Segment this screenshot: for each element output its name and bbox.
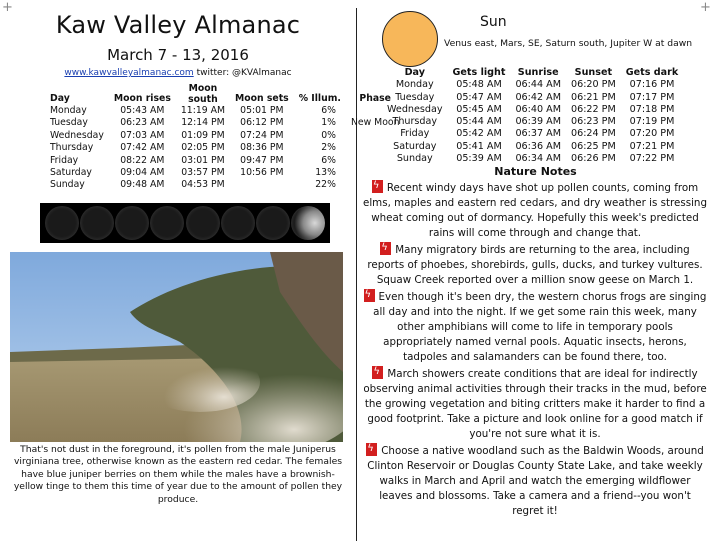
sun-col-gets-dark: Gets dark <box>625 67 679 78</box>
date-range: March 7 - 13, 2016 <box>107 46 249 64</box>
web-line <box>0 68 356 78</box>
moon-day: Saturday <box>50 167 92 179</box>
moon-phase-icon <box>186 206 220 240</box>
nature-note <box>362 180 708 241</box>
moon-rise: 09:48 AM <box>120 179 165 191</box>
photo-caption: That's not dust in the foreground, it's pollen from the male Juniperus virginiana tree, otherwise known as the eastern red cedar. The females have blue juniper berries on them while the males have a brownish-yellow tinge to them this time of year due to the amount of pollen they produce. <box>13 444 343 505</box>
moon-phase-icon <box>256 206 290 240</box>
sun-title: Sun <box>480 14 507 30</box>
moon-col-rises: Moon rises <box>113 92 171 104</box>
moon-rise: 06:23 AM <box>120 117 165 129</box>
moon-set: 07:24 PM <box>240 129 284 141</box>
sun-sunrise: 06:34 AM <box>515 153 561 165</box>
moon-south: 03:01 PM <box>181 154 225 166</box>
sun-sunrise: 06:36 AM <box>515 140 561 152</box>
moon-row <box>50 130 404 142</box>
moon-row <box>50 142 404 154</box>
nature-notes <box>362 180 708 520</box>
sun-day: Thursday <box>392 116 438 128</box>
sun-gets-dark: 07:19 PM <box>629 116 675 128</box>
nature-note <box>362 242 708 288</box>
lightning-bullet-icon <box>364 289 375 302</box>
sun-day: Wednesday <box>387 103 443 115</box>
sun-table-header <box>382 67 683 79</box>
moon-col-south: Moon south <box>188 83 218 105</box>
moon-day: Friday <box>50 154 79 166</box>
sun-row <box>382 104 683 116</box>
moon-phase-icon <box>45 206 79 240</box>
twitter-handle: twitter: @KVAlmanac <box>196 68 292 78</box>
moon-south: 03:57 PM <box>181 167 225 179</box>
sun-table <box>382 67 683 165</box>
sun-day: Sunday <box>396 153 433 165</box>
moon-phase-strip <box>40 203 330 243</box>
sun-sunset: 06:24 PM <box>570 128 616 140</box>
sun-sunset: 06:22 PM <box>570 103 616 115</box>
sun-sunset: 06:26 PM <box>570 153 616 165</box>
moon-col-illum: % Illum. <box>298 92 341 104</box>
moon-row <box>50 105 404 117</box>
moon-south: 11:19 AM <box>180 105 225 116</box>
moon-day: Sunday <box>50 179 85 191</box>
sun-gets-light: 05:45 AM <box>456 103 502 115</box>
crop-mark-top-left: + <box>2 0 13 15</box>
sun-col-sunset: Sunset <box>574 67 613 78</box>
moon-illum: 0% <box>321 129 336 141</box>
nature-note <box>362 443 708 519</box>
sun-icon <box>382 11 438 67</box>
moon-col-phase: Phase <box>359 92 391 104</box>
moon-south: 12:14 PM <box>181 117 225 129</box>
sun-sunrise: 06:37 AM <box>515 128 561 140</box>
sun-gets-light: 05:44 AM <box>456 116 502 128</box>
moon-phase-icon <box>221 206 255 240</box>
moon-row <box>50 179 404 191</box>
sun-gets-light: 05:48 AM <box>456 79 502 91</box>
moon-rise: 05:43 AM <box>120 105 165 116</box>
sun-sunset: 06:20 PM <box>570 79 616 91</box>
moon-set: 06:12 PM <box>240 117 284 129</box>
sun-day: Monday <box>395 79 434 91</box>
sun-col-day: Day <box>404 67 425 78</box>
sun-gets-dark: 07:17 PM <box>629 91 675 103</box>
sun-sunset: 06:21 PM <box>570 91 616 103</box>
sun-gets-light: 05:39 AM <box>456 153 502 165</box>
sun-row <box>382 153 683 165</box>
sun-gets-light: 05:42 AM <box>456 128 502 140</box>
moon-set: 10:56 PM <box>240 167 284 179</box>
moon-table <box>50 83 404 192</box>
nature-note <box>362 366 708 442</box>
moon-south: 04:53 PM <box>181 179 225 191</box>
moon-phase-icon <box>291 206 325 240</box>
lightning-bullet-icon <box>366 443 377 456</box>
moon-set: 08:36 PM <box>240 142 284 154</box>
nature-notes-title: Nature Notes <box>494 165 577 178</box>
sun-gets-dark: 07:22 PM <box>629 153 675 165</box>
nature-note-text: Recent windy days have shot up pollen counts, coming from elms, maples and eastern red cedars, and dry weather is stressing wheat coming out of dormancy. Hopefully this week's predicted rains will come through and change that. <box>362 182 707 239</box>
sun-row <box>382 116 683 128</box>
moon-south: 01:09 PM <box>181 129 225 141</box>
sun-gets-light: 05:47 AM <box>456 91 502 103</box>
moon-day: Tuesday <box>50 117 88 129</box>
sun-gets-light: 05:41 AM <box>456 140 502 152</box>
crop-mark-top-right: + <box>700 0 711 15</box>
moon-illum: 22% <box>315 179 336 191</box>
sun-day: Friday <box>400 128 430 140</box>
sun-sunrise: 06:42 AM <box>515 91 561 103</box>
moon-col-day: Day <box>50 92 70 104</box>
lightning-bullet-icon <box>380 242 391 255</box>
sun-gets-dark: 07:18 PM <box>629 103 675 115</box>
moon-day: Wednesday <box>50 129 104 141</box>
moon-rise: 07:03 AM <box>120 129 165 141</box>
lightning-bullet-icon <box>372 180 383 193</box>
moon-illum: 13% <box>315 167 336 179</box>
moon-south: 02:05 PM <box>181 142 225 154</box>
nature-note-text: Even though it's been dry, the western chorus frogs are singing all day and into the night. If we get some rain this week, many other amphibians will come to life in temporary pools appropriately named vernal pools. Aquatic insects, herons, tadpoles and salamanders can be found there, too. <box>373 291 707 363</box>
almanac-title: Kaw Valley Almanac <box>55 11 301 39</box>
moon-illum: 6% <box>321 154 336 166</box>
moon-illum: 1% <box>321 117 336 129</box>
sun-sunrise: 06:44 AM <box>515 79 561 91</box>
sun-gets-dark: 07:20 PM <box>629 128 675 140</box>
sun-sunset: 06:23 PM <box>570 116 616 128</box>
moon-illum: 6% <box>321 105 336 116</box>
website-link[interactable]: www.kawvalleyalmanac.com <box>64 68 194 78</box>
moon-rise: 07:42 AM <box>120 142 165 154</box>
sun-sunrise: 06:39 AM <box>515 116 561 128</box>
nature-note-text: March showers create conditions that are ideal for indirectly observing animal activities through their tracks in the mud, before the growing vegetation and biting critters make it harder to find a good footprint. Take a picture and look online for a good match if you're not sure what it is. <box>363 368 707 440</box>
moon-set <box>230 179 294 191</box>
sun-row <box>382 128 683 140</box>
moon-row <box>50 155 404 167</box>
sun-day: Saturday <box>393 140 437 152</box>
sun-day: Tuesday <box>395 91 435 103</box>
sun-sunset: 06:25 PM <box>570 140 616 152</box>
moon-phase-icon <box>150 206 184 240</box>
moon-rise: 08:22 AM <box>120 154 165 166</box>
nature-note-text: Many migratory birds are returning to the area, including reports of phoebes, shorebirds, gulls, ducks, and turkey vultures. Squaw Creek reported over a million snow geese on March 1. <box>367 244 703 286</box>
sun-gets-dark: 07:16 PM <box>629 79 675 91</box>
moon-col-sets: Moon sets <box>235 92 289 104</box>
sun-row <box>382 92 683 104</box>
moon-phase: New Moon <box>350 117 400 129</box>
moon-set: 09:47 PM <box>240 154 284 166</box>
sun-col-sunrise: Sunrise <box>517 67 559 78</box>
moon-illum: 2% <box>321 142 336 154</box>
sun-gets-dark: 07:21 PM <box>629 140 675 152</box>
moon-phase-icon <box>80 206 114 240</box>
nature-note <box>362 289 708 365</box>
moon-set: 05:01 PM <box>240 105 284 116</box>
moon-phase-icon <box>115 206 149 240</box>
planets-note: Venus east, Mars, SE, Saturn south, Jupiter W at dawn <box>444 38 693 49</box>
moon-table-header <box>50 83 404 105</box>
moon-row <box>50 117 404 129</box>
moon-day: Monday <box>50 105 87 116</box>
sun-row <box>382 141 683 153</box>
sun-sunrise: 06:40 AM <box>515 103 561 115</box>
moon-rise: 09:04 AM <box>120 167 165 179</box>
sun-col-gets-light: Gets light <box>452 67 506 78</box>
nature-note-text: Choose a native woodland such as the Baldwin Woods, around Clinton Reservoir or Douglas County State Lake, and take weekly walks in March and April and watch the emerging wildflower leaves and blossoms. Take a camera and a friend--you won't regret it! <box>367 445 704 517</box>
moon-day: Thursday <box>50 142 94 154</box>
lightning-bullet-icon <box>372 366 383 379</box>
moon-row <box>50 167 404 179</box>
pollen-photo <box>10 252 343 442</box>
sun-row <box>382 79 683 91</box>
